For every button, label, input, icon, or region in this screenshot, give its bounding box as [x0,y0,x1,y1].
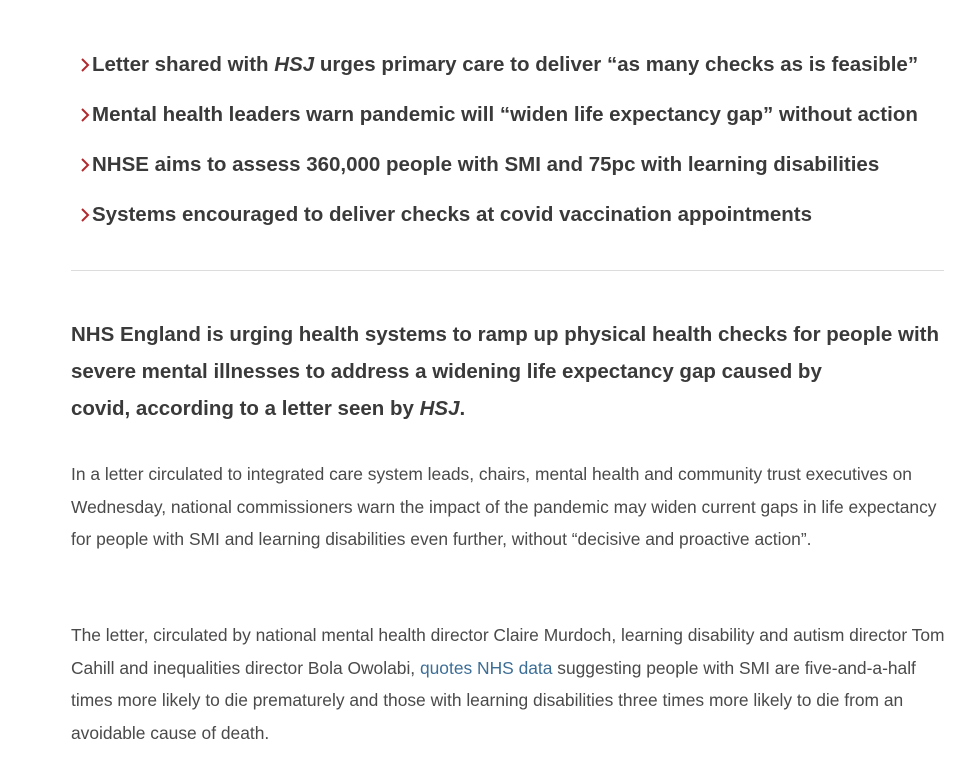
publication-name: HSJ [419,397,460,420]
summary-bullet-text: Mental health leaders warn pandemic will “widen life expectancy gap” without action [92,103,918,126]
quotes-nhs-data-link[interactable]: quotes NHS data [419,657,553,678]
summary-bullet-text: Letter shared with HSJ urges primary care to deliver “as many checks as is feasible” [92,53,919,76]
publication-name: HSJ [274,53,315,76]
body-paragraph: In a letter circulated to integrated care system leads, chairs, mental health and community trust executives on Wednesday, national commissioners warn the impact of the pandemic may widen current gaps in life expectancy for people with SMI and learning disabilities even further, without “decisive and proactive action”. [71,464,937,549]
body-paragraph: The letter, circulated by national mental health director Claire Murdoch, learning disability and autism director Tom Cahill and inequalities director Bola Owolabi, quotes NHS data suggesting people with SMI are five-and-a-half times more likely to die prematurely and those with learning disabilities three times more likely to die from an avoidable cause of death. [71,625,945,743]
summary-bullet [78,140,958,190]
chevron-right-icon [78,205,92,225]
summary-bullet [78,40,958,90]
summary-bullet [78,90,958,140]
summary-bullet [78,190,958,240]
summary-bullet-text: Systems encouraged to deliver checks at covid vaccination appointments [92,203,813,226]
chevron-right-icon [78,55,92,75]
summary-bullet-text: NHSE aims to assess 360,000 people with SMI and 75pc with learning disabilities [92,153,880,176]
chevron-right-icon [78,105,92,125]
article-lead: NHS England is urging health systems to ramp up physical health checks for people with severe mental illnesses to address a widening life expectancy gap caused by covid, according to a letter seen by HSJ. [71,323,940,420]
summary-bullet-list [78,40,958,240]
section-divider [71,270,944,271]
chevron-right-icon [78,155,92,175]
